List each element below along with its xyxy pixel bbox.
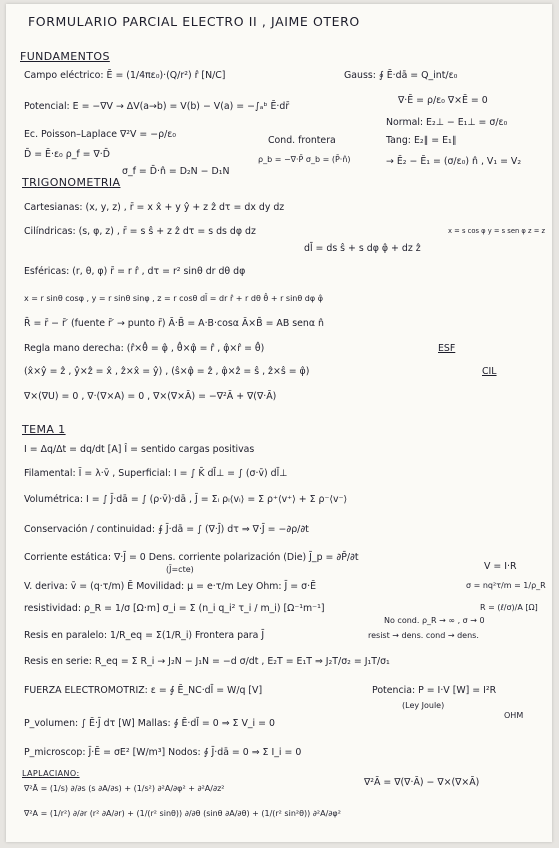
formula-esfericas: Esféricas: (r, θ, φ) r̄ = r r̂ , dτ = r² sinθ dr dθ dφ [24, 266, 246, 277]
formula-sigma-libre: σ_f = D̄·n̂ = D₂N − D₁N [122, 166, 230, 177]
formula-poisson: Ec. Poisson–Laplace ∇²V = −ρ/ε₀ [24, 129, 177, 140]
note-no-conductor: No cond. ρ_R → ∞ , σ → 0 [384, 616, 485, 625]
formula-resistencia: R = (ℓ/σ)/A [Ω] [480, 603, 538, 612]
formula-estatica: Corriente estática: ∇·J̄ = 0 Dens. corriente polarización (Die) J̄_p = ∂P̄/∂t [24, 552, 359, 563]
section-tema1: TEMA 1 [22, 423, 66, 436]
formula-corriente: I = Δq/Δt = dq/dt [A] Î = sentido cargas positivas [24, 444, 255, 455]
label-frontera: Cond. frontera [268, 135, 336, 146]
notes-sheet [6, 4, 552, 842]
formula-sigma: σ = nq²τ/m = 1/ρ_R [466, 581, 546, 590]
formula-desplazamiento: D̄ = Ē·ε₀ ρ_f = ∇·D̄ [24, 149, 110, 160]
formula-p-microscopica: P_microscop: J̄·Ē = σE² [W/m³] Nodos: ∮ J̄·dā = 0 ⇒ Σ I_i = 0 [24, 747, 302, 758]
formula-polarizacion: ρ_b = −∇·P̄ σ_b = (P̄·n̂) [258, 155, 351, 164]
note-ley-joule: (Ley Joule) [402, 701, 445, 710]
formula-salto: → Ē₂ − Ē₁ = (σ/ε₀) n̂ , V₁ = V₂ [386, 156, 522, 167]
formula-laplaciano-esf: ∇²A = (1/r²) ∂/∂r (r² ∂A/∂r) + (1/(r² sinθ)) ∂/∂θ (sinθ ∂A/∂θ) + (1/(r² sin²θ)) ∂²A/∂φ² [24, 809, 341, 818]
formula-continuidad: Conservación / continuidad: ∮ J̄·dā = ∫ (∇·J̄) dτ ⇒ ∇·J̄ = −∂ρ/∂t [24, 524, 309, 535]
tag-ohm: OHM [504, 711, 524, 720]
formula-productos-cruz: (x̂×ŷ = ẑ , ŷ×ẑ = x̂ , ẑ×x̂ = ŷ) , (ŝ×φ̂ = ẑ , φ̂×ẑ = ŝ , ẑ×ŝ = φ̂) [24, 366, 310, 377]
formula-cil-dl: dl̄ = ds ŝ + s dφ φ̂ + dz ẑ [304, 243, 421, 254]
formula-normal: Normal: E₂⊥ − E₁⊥ = σ/ε₀ [386, 117, 508, 128]
formula-p-volumen: P_volumen: ∫ Ē·J̄ dτ [W] Mallas: ∮ Ē·dl̄ = 0 ⇒ Σ V_i = 0 [24, 718, 275, 729]
formula-laplaciano-vectorial: ∇²Ā = ∇(∇·Ā) − ∇×(∇×Ā) [364, 777, 480, 788]
tag-esf: ESF [438, 343, 456, 354]
formula-resistividad: resistividad: ρ_R = 1/σ [Ω·m] σ_i = Σ (n_i q_i² τ_i / m_i) [Ω⁻¹m⁻¹] [24, 603, 325, 614]
formula-potencia: Potencia: P = I·V [W] = I²R [372, 685, 497, 696]
section-fundamentos: FUNDAMENTOS [20, 50, 110, 63]
formula-volumetrica: Volumétrica: I = ∫ J̄·dā = ∫ (ρ·v̄)·dā , J̄ = Σᵢ ρᵢ⟨vᵢ⟩ = Σ ρ⁺⟨v⁺⟩ + Σ ρ⁻⟨v⁻⟩ [24, 494, 348, 505]
formula-filamental: Filamental: Ī = λ·v̄ , Superficial: I = ∫ K̄ dl̄⊥ = ∫ (σ·v̄) dl̄⊥ [24, 468, 288, 479]
formula-serie: Resis en serie: R_eq = Σ R_i → J₂N − J₁N = −d σ/dt , E₂T = E₁T ⇒ J₂T/σ₂ = J₁T/σ₁ [24, 656, 390, 667]
formula-paralelo: Resis en paralelo: 1/R_eq = Σ(1/R_i) Frontera para J̄ [24, 630, 265, 641]
section-laplaciano: LAPLACIANO: [22, 769, 80, 778]
formula-gauss: Gauss: ∮ Ē·dā = Q_int/ε₀ [344, 70, 458, 81]
formula-esf-cambio: x = r sinθ cosφ , y = r sinθ sinφ , z = r cosθ dl̄ = dr r̂ + r dθ θ̂ + r sinθ dφ φ̂ [24, 294, 323, 303]
formula-separacion: R̄ = r̄ − r̄′ (fuente r̄′ → punto r̄) Ā·B̄ = A·B·cosα Ā×B̄ = AB senα n̂ [24, 318, 324, 329]
formula-cilindricas: Cilíndricas: (s, φ, z) , r̄ = s ŝ + z ẑ dτ = s ds dφ dz [24, 226, 256, 237]
section-trigonometria: TRIGONOMETRIA [22, 176, 121, 189]
formula-deriva: V. deriva: v̄ = (q·τ/m) Ē Movilidad: μ = e·τ/m Ley Ohm: J̄ = σ·Ē [24, 581, 316, 592]
formula-potencial: Potencial: E = −∇V → ΔV(a→b) = V(b) − V(a) = −∫ₐᵇ Ē·dr̄ [24, 101, 290, 112]
formula-laplaciano-cil: ∇²Ā = (1/s) ∂/∂s (s ∂A/∂s) + (1/s²) ∂²A/∂φ² + ∂²A/∂z² [24, 784, 225, 793]
note-j-constante: (J̄=cte) [166, 565, 194, 574]
formula-cil-cambio: x = s cos φ y = s sen φ z = z [448, 227, 546, 235]
formula-ohm-box: V = I·R [484, 561, 517, 572]
formula-campo-electrico: Campo eléctrico: Ē = (1/4πε₀)·(Q/r²) r̂ [N/C] [24, 70, 226, 81]
formula-fem: FUERZA ELECTROMOTRIZ: ε = ∮ Ē_NC·dl̄ = W/q [V] [24, 685, 263, 696]
formula-cartesianas: Cartesianas: (x, y, z) , r̄ = x x̂ + y ŷ + z ẑ dτ = dx dy dz [24, 202, 285, 213]
formula-identidades: ∇×(∇U) = 0 , ∇·(∇×A) = 0 , ∇×(∇×Ā) = −∇²Ā + ∇(∇·Ā) [24, 391, 277, 402]
formula-div-rot: ∇·Ē = ρ/ε₀ ∇×Ē = 0 [398, 95, 488, 106]
note-resist-dens: resist → dens. cond → dens. [368, 631, 479, 640]
formula-tangencial: Tang: E₂∥ = E₁∥ [386, 135, 457, 146]
page-title: FORMULARIO PARCIAL ELECTRO II , JAIME OTERO [28, 14, 360, 29]
formula-regla-mano: Regla mano derecha: (r̂×θ̂ = φ̂ , θ̂×φ̂ = r̂ , φ̂×r̂ = θ̂) [24, 343, 265, 354]
tag-cil: CIL [482, 366, 497, 377]
